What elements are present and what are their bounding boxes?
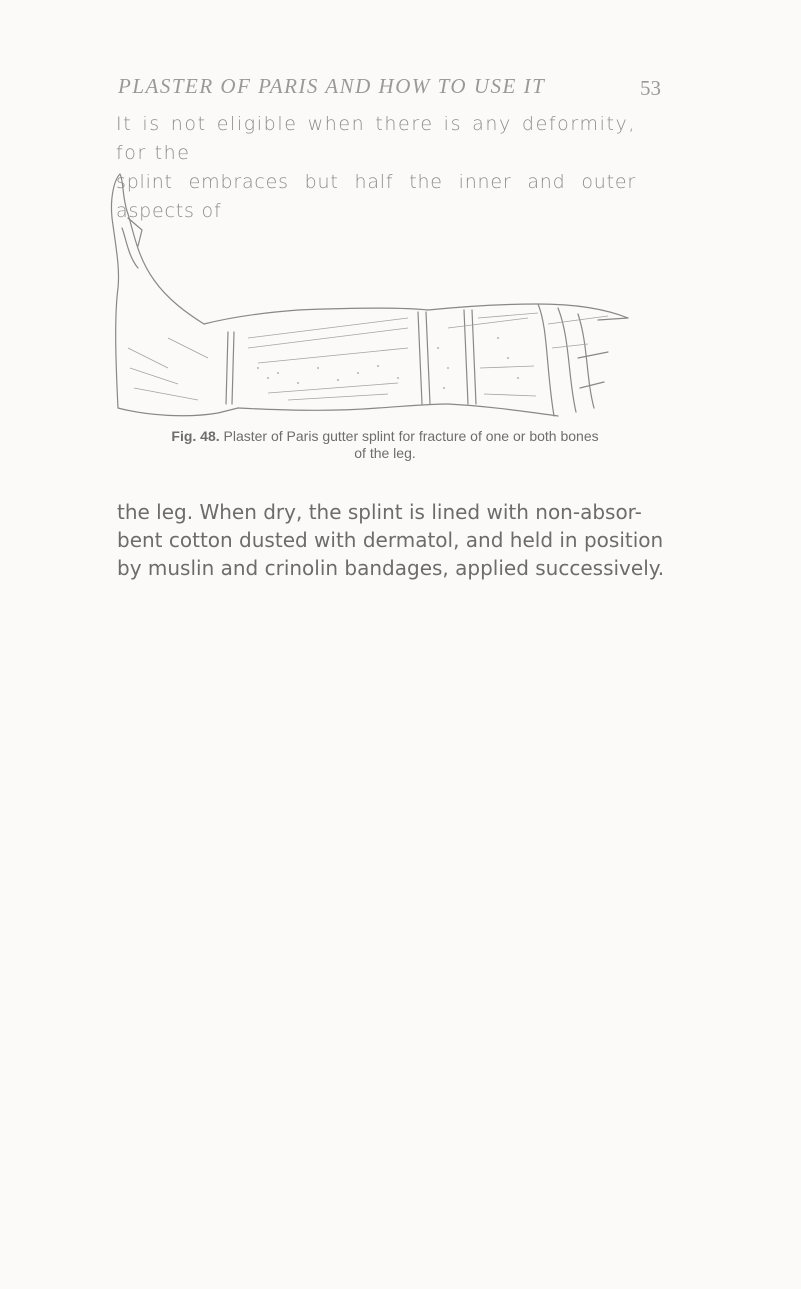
caption-line: of the leg.: [354, 445, 416, 461]
figure-caption: [115, 428, 655, 462]
figure-splint: [108, 168, 638, 418]
text-line: by muslin and crinolin bandages, applied successively.: [117, 556, 665, 580]
running-head: PLASTER OF PARIS AND HOW TO USE IT: [118, 74, 546, 98]
text-line: bent cotton dusted with dermatol, and held in position: [117, 528, 664, 552]
plaster-splint-illustration: [108, 168, 638, 418]
paragraph-bottom: [117, 498, 665, 582]
text-line: It is not eligible when there is any deformity, for the: [116, 113, 636, 164]
text-line: splint embraces but half the inner and outer aspects of: [116, 171, 636, 222]
text-line: the leg. When dry, the splint is lined with non-absor-: [117, 500, 642, 524]
page-number: 53: [640, 76, 661, 100]
caption-line: [115, 428, 655, 445]
figure-label: Fig. 48.: [171, 428, 220, 444]
caption-text: Plaster of Paris gutter splint for fracture of one or both bones: [223, 428, 599, 444]
